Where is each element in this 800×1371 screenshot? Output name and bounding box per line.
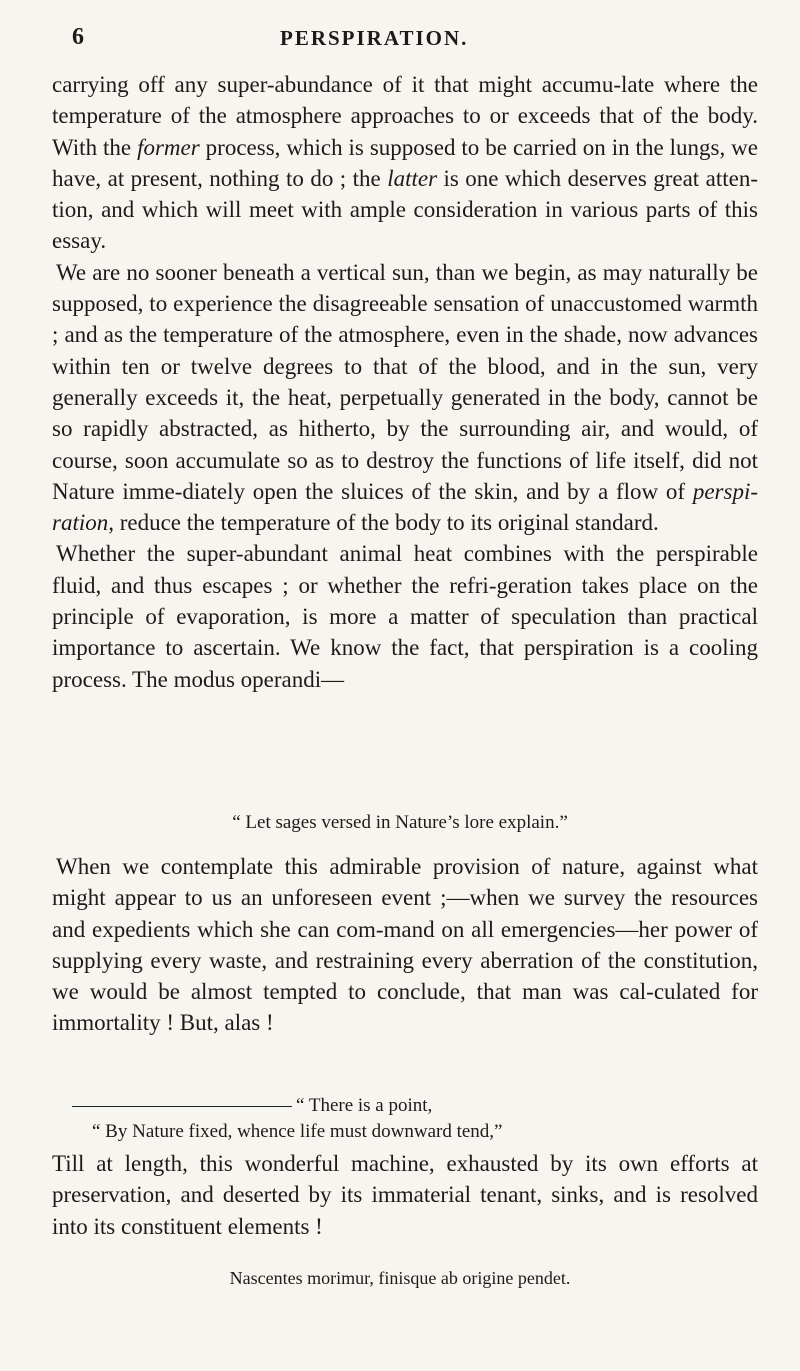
paragraph	[52, 538, 758, 694]
body-text-block-3	[52, 1148, 758, 1242]
paragraph	[52, 257, 758, 539]
verse-quotation	[72, 1093, 772, 1145]
running-head: PERSPIRATION.	[280, 26, 469, 50]
text-segment: carrying off any super-abundance of it that might accumu-late where the temperature of the atmosphere approaches to or exceeds that of the body. With the	[52, 72, 758, 160]
paragraph	[52, 851, 758, 1039]
body-text-block-2	[52, 851, 758, 1039]
text-segment: process, which is supposed to be carried on in the lungs, we have, at present, nothing to do ; the	[52, 134, 758, 191]
quotation: “ Let sages versed in Nature’s lore explain.”	[232, 812, 568, 833]
text-segment: Whether the super-abundant animal heat combines with the perspirable fluid, and thus escapes ; or whether the refri-geration takes place on the principle of evaporation, is more a matter of speculation than practical importance to ascertain. We know the fact, that perspiration is a cooling process. The modus operandi—	[52, 541, 758, 692]
verse-line-text: “ There is a point,	[296, 1095, 433, 1116]
dash-rule	[72, 1106, 292, 1107]
paragraph	[52, 1148, 758, 1242]
verse-line: “ By Nature fixed, whence life must downward tend,”	[92, 1121, 503, 1142]
paragraph	[52, 69, 758, 257]
text-segment: reduce the temperature of the body to its original standard.	[113, 510, 659, 536]
latin-quotation: Nascentes morimur, finisque ab origine pendet.	[229, 1268, 571, 1288]
italic-text: perspi-ration,	[52, 478, 758, 536]
verse-line	[72, 1093, 772, 1119]
italic-text: former	[137, 134, 200, 160]
text-segment: We are no sooner beneath a vertical sun, than we begin, as may naturally be supposed, to experience the disagreeable sensation of unaccustomed warmth ; and as the temperature of the atmosphere, even in the shade, now advances within ten or twelve degrees to that of the blood, and in the sun, very generally exceeds it, the heat, perpetually generated in the body, cannot be so rapidly abstracted, as hitherto, by the surrounding air, and would, of course, soon accumulate so as to destroy the functions of life itself, did not Nature imme-diately open the sluices of the skin, and by a flow of	[52, 259, 758, 504]
page-header	[72, 24, 752, 64]
italic-text: latter	[387, 165, 438, 191]
text-segment: Till at length, this wonderful machine, exhausted by its own efforts at preservation, and deserted by its immaterial tenant, sinks, and is resolved into its constituent elements !	[52, 1151, 758, 1239]
text-segment: is one which deserves great atten-tion, and which will meet with ample consideration in various parts of this essay.	[52, 165, 758, 254]
page-number: 6	[72, 24, 84, 50]
body-text-block-1	[52, 69, 758, 695]
text-segment: When we contemplate this admirable provision of nature, against what might appear to us an unforeseen event ;—when we survey the resources and expedients which she can com-mand on all emergencies—her power of supplying every waste, and restraining every aberration of the constitution, we would be almost tempted to conclude, that man was cal-culated for immortality ! But, alas !	[52, 854, 758, 1036]
